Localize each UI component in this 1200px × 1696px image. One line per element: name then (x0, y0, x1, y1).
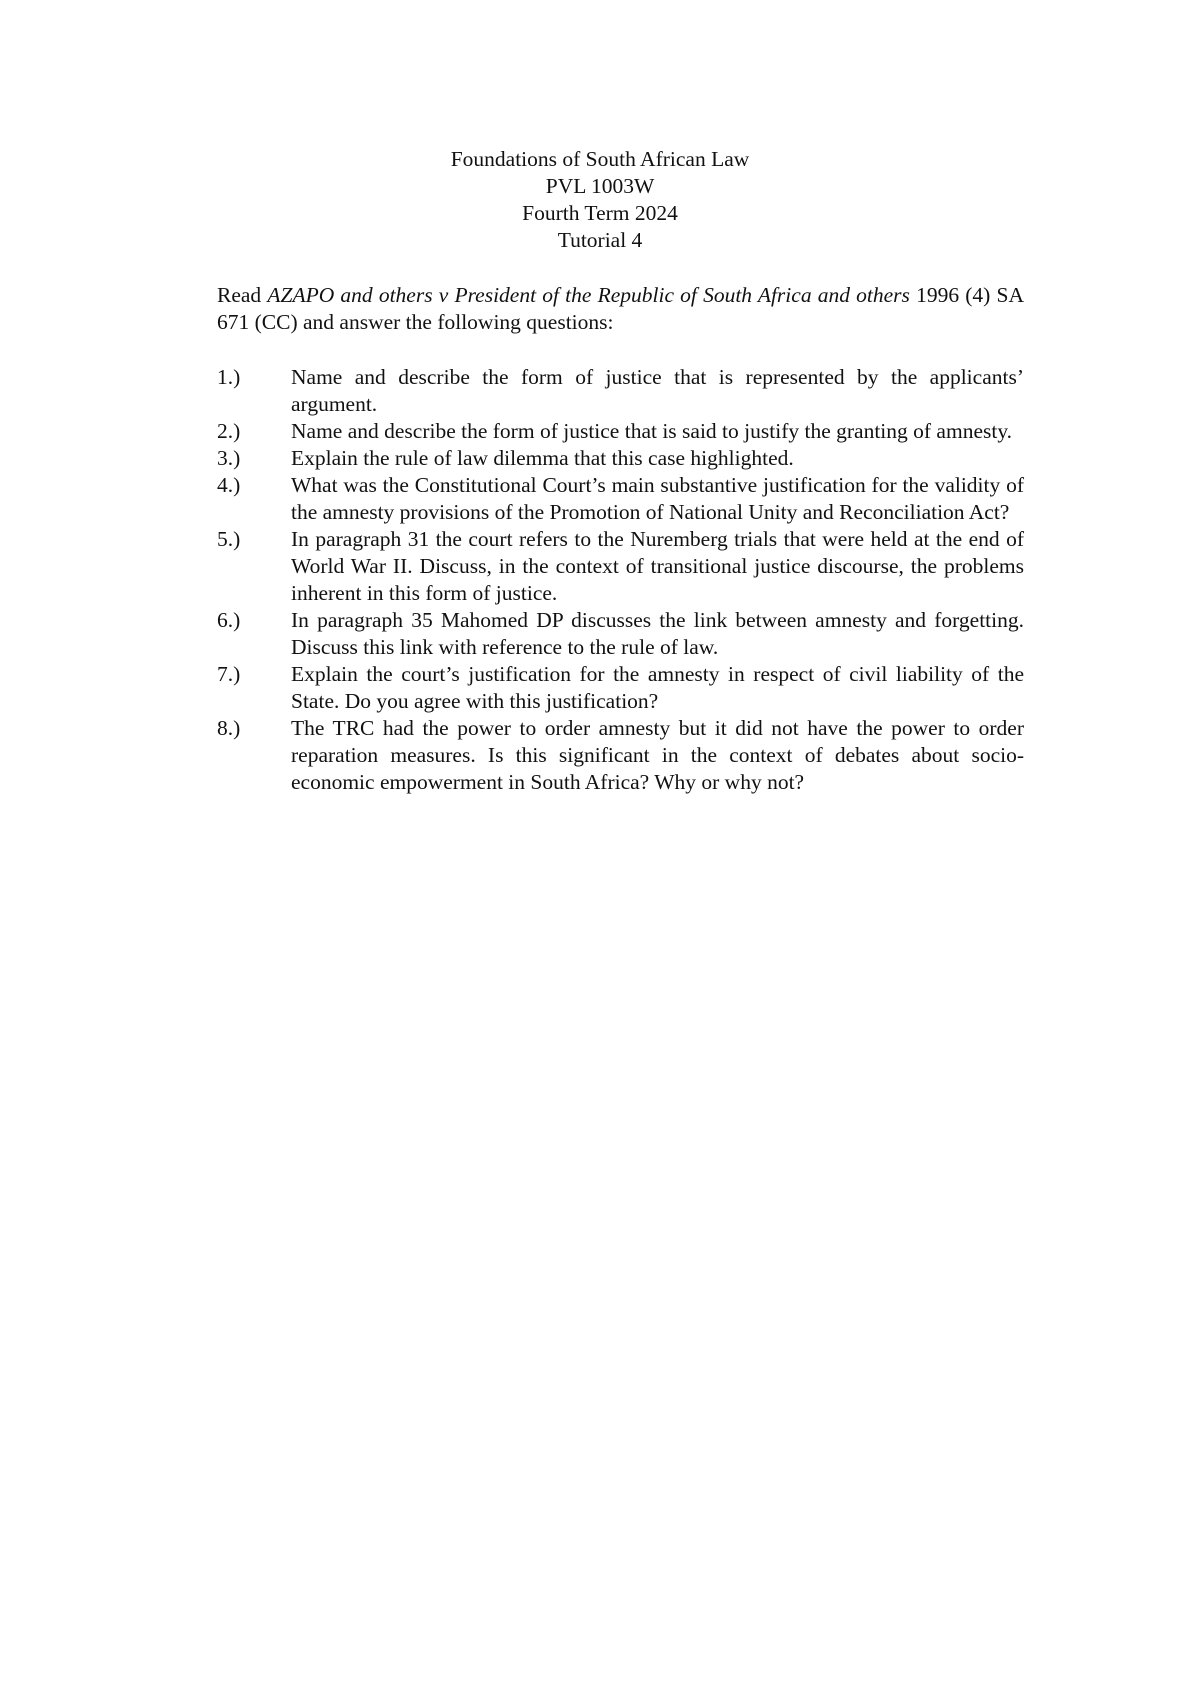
question-item (217, 472, 1024, 526)
question-item (217, 715, 1024, 796)
question-item (217, 445, 1024, 472)
question-item (217, 364, 1024, 418)
question-text: Explain the court’s justification for the amnesty in respect of civil liability of the State. Do you agree with this justification? (291, 662, 1024, 713)
question-text: What was the Constitutional Court’s main substantive justification for the validity of the amnesty provisions of the Promotion of National Unity and Reconciliation Act? (291, 473, 1024, 524)
case-citation: 1996 (4) SA 671 (CC) and answer the following questions: (217, 283, 1024, 334)
question-text: In paragraph 31 the court refers to the Nuremberg trials that were held at the end of World War II. Discuss, in the context of transitional justice discourse, the problems inherent in this form of justice. (291, 527, 1024, 605)
question-number: 1.) (217, 365, 241, 389)
question-item (217, 526, 1024, 607)
reading-instruction (217, 282, 1024, 336)
question-text: In paragraph 35 Mahomed DP discusses the link between amnesty and forgetting. Discuss this link with reference to the rule of law. (291, 608, 1024, 659)
read-label: Read (217, 283, 268, 307)
question-item (217, 607, 1024, 661)
question-item (217, 418, 1024, 445)
question-number: 4.) (217, 473, 241, 497)
term-label: Fourth Term 2024 (522, 201, 678, 225)
question-number: 5.) (217, 527, 241, 551)
question-number: 7.) (217, 662, 241, 686)
case-name: AZAPO and others v President of the Republic of South Africa and others (267, 283, 910, 307)
question-item (217, 661, 1024, 715)
document-header (0, 146, 1200, 254)
question-text: Name and describe the form of justice that is represented by the applicants’ argument. (291, 365, 1024, 416)
question-number: 2.) (217, 419, 241, 443)
question-number: 3.) (217, 446, 241, 470)
tutorial-label: Tutorial 4 (557, 228, 643, 252)
question-text: Name and describe the form of justice that is said to justify the granting of amnesty. (291, 419, 1013, 443)
question-list (217, 364, 1024, 796)
course-code: PVL 1003W (545, 174, 655, 198)
question-text: The TRC had the power to order amnesty but it did not have the power to order reparation measures. Is this significant in the context of debates about socio-economic empowerment in South Africa? Why or why not? (291, 716, 1024, 794)
question-number: 8.) (217, 716, 241, 740)
question-number: 6.) (217, 608, 241, 632)
question-text: Explain the rule of law dilemma that this case highlighted. (291, 446, 794, 470)
course-title: Foundations of South African Law (450, 147, 750, 171)
